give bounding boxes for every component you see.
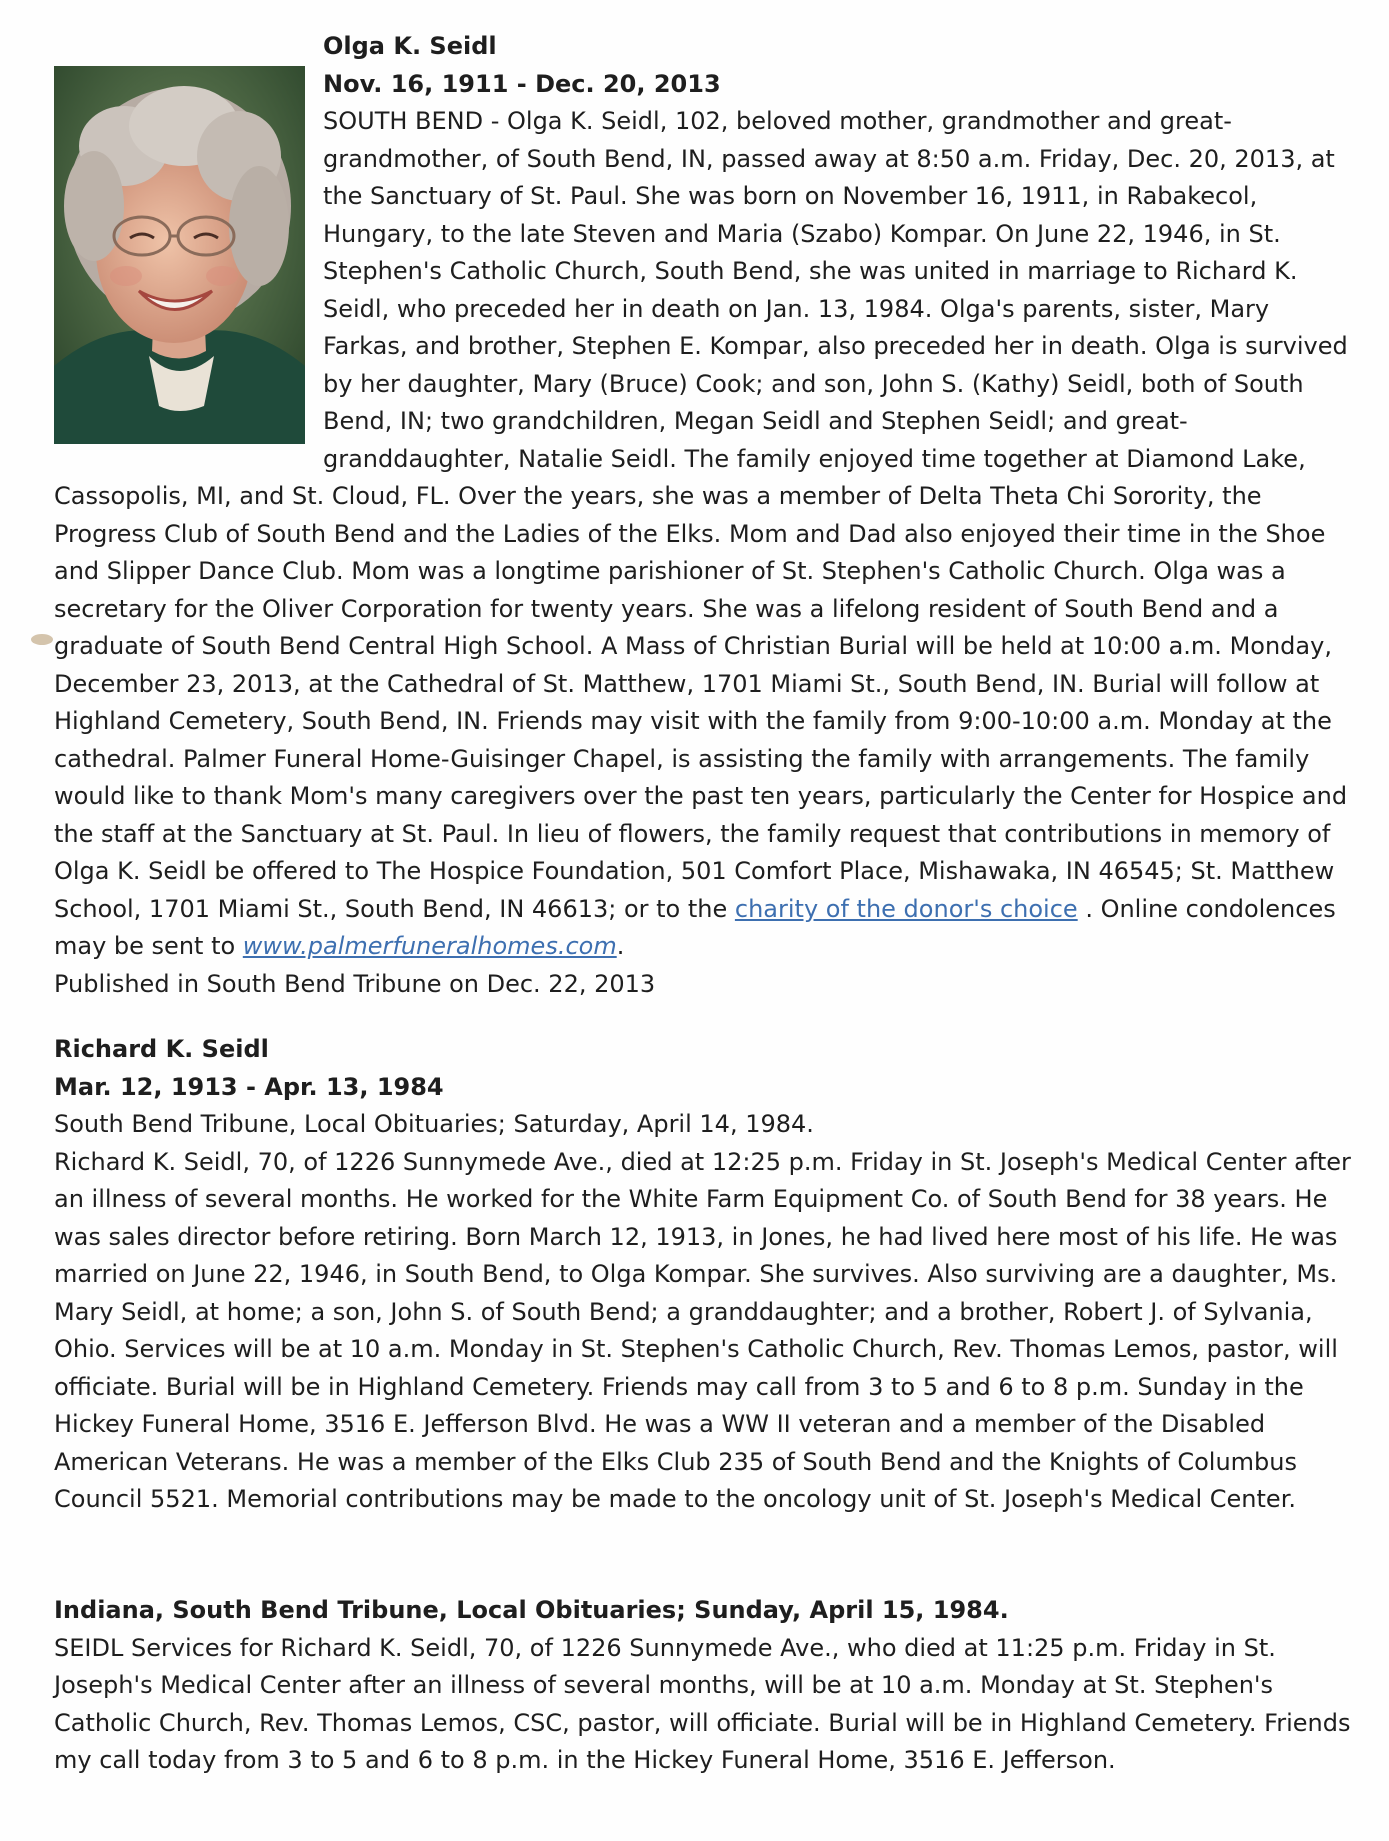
olga-published: Published in South Bend Tribune on Dec. 22, 2013 (54, 969, 656, 998)
olga-body-text-2: . Online condolences may be sent to (54, 894, 1336, 960)
notice-heading: Indiana, South Bend Tribune, Local Obituaries; Sunday, April 15, 1984. (54, 1596, 1009, 1624)
charity-link[interactable]: charity of the donor's choice (734, 894, 1078, 923)
notice-body: SEIDL Services for Richard K. Seidl, 70, of 1226 Sunnymede Ave., who died at 11:25 p.m. Friday in St. Joseph's Medical Center after an illness of several months, will be at 10 a.m. Monday at St. Stephen's Catholic Church, Rev. Thomas Lemos, CSC, pastor, will officiate. Burial will be in Highland Cemetery. Friends my call today from 3 to 5 and 6 to 8 p.m. in the Hickey Funeral Home, 3516 E. Jefferson. (54, 1633, 1351, 1774)
services-notice (54, 1592, 1354, 1780)
olga-obituary (54, 28, 1354, 1003)
scan-smudge (31, 634, 53, 645)
richard-source: South Bend Tribune, Local Obituaries; Saturday, April 14, 1984. (54, 1110, 814, 1138)
website-link[interactable]: www.palmerfuneralhomes.com (242, 932, 617, 960)
richard-body: Richard K. Seidl, 70, of 1226 Sunnymede Ave., died at 12:25 p.m. Friday in St. Joseph's Medical Center after an illness of several months. He worked for the White Farm Equipment Co. of South Bend for 38 years. He was sales director before retiring. Born March 12, 1913, in Jones, he had lived here most of his life. He was married on June 22, 1946, in South Bend, to Olga Kompar. She survives. Also surviving are a daughter, Ms. Mary Seidl, at home; a son, John S. of South Bend; a granddaughter; and a brother, Robert J. of Sylvania, Ohio. Services will be at 10 a.m. Monday in St. Stephen's Catholic Church, Rev. Thomas Lemos, pastor, will officiate. Burial will be in Highland Cemetery. Friends may call from 3 to 5 and 6 to 8 p.m. Sunday in the Hickey Funeral Home, 3516 E. Jefferson Blvd. He was a WW II veteran and a member of the Disabled American Veterans. He was a member of the Elks Club 235 of South Bend and the Knights of Columbus Council 5521. Memorial contributions may be made to the oncology unit of St. Joseph's Medical Center. (54, 1147, 1351, 1513)
portrait-photo (54, 66, 305, 444)
olga-name: Olga K. Seidl (323, 32, 497, 60)
olga-body-text-3: . (616, 932, 625, 960)
richard-obituary (54, 1031, 1354, 1519)
richard-dates: Mar. 12, 1913 - Apr. 13, 1984 (54, 1072, 444, 1101)
olga-dates: Nov. 16, 1911 - Dec. 20, 2013 (323, 69, 721, 98)
richard-name: Richard K. Seidl (54, 1035, 269, 1063)
olga-body-text: SOUTH BEND - Olga K. Seidl, 102, beloved mother, grandmother and great-grandmother, of South Bend, IN, passed away at 8:50 a.m. Friday, Dec. 20, 2013, at the Sanctuary of St. Paul. She was born on November 16, 1911, in Rabakecol, Hungary, to the late Steven and Maria (Szabo) Kompar. On June 22, 1946, in St. Stephen's Catholic Church, South Bend, she was united in marriage to Richard K. Seidl, who preceded her in death on Jan. 13, 1984. Olga's parents, sister, Mary Farkas, and brother, Stephen E. Kompar, also preceded her in death. Olga is survived by her daughter, Mary (Bruce) Cook; and son, John S. (Kathy) Seidl, both of South Bend, IN; two grandchildren, Megan Seidl and Stephen Seidl; and great-granddaughter, Natalie Seidl. The family enjoyed time together at Diamond Lake, Cassopolis, MI, and St. Cloud, FL. Over the years, she was a member of Delta Theta Chi Sorority, the Progress Club of South Bend and the Ladies of the Elks. Mom and Dad also enjoyed their time in the Shoe and Slipper Dance Club. Mom was a longtime parishioner of St. Stephen's Catholic Church. Olga was a secretary for the Oliver Corporation for twenty years. She was a lifelong resident of South Bend and a graduate of South Bend Central High School. A Mass of Christian Burial will be held at 10:00 a.m. Monday, December 23, 2013, at the Cathedral of St. Matthew, 1701 Miami St., South Bend, IN. Burial will follow at Highland Cemetery, South Bend, IN. Friends may visit with the family from 9:00-10:00 a.m. Monday at the cathedral. Palmer Funeral Home-Guisinger Chapel, is assisting the family with arrangements. The family would like to thank Mom's many caregivers over the past ten years, particularly the Center for Hospice and the staff at the Sanctuary at St. Paul. In lieu of flowers, the family request that contributions in memory of Olga K. Seidl be offered to The Hospice Foundation, 501 Comfort Place, Mishawaka, IN 46545; St. Matthew School, 1701 Miami St., South Bend, IN 46613; or to the (54, 107, 1348, 923)
